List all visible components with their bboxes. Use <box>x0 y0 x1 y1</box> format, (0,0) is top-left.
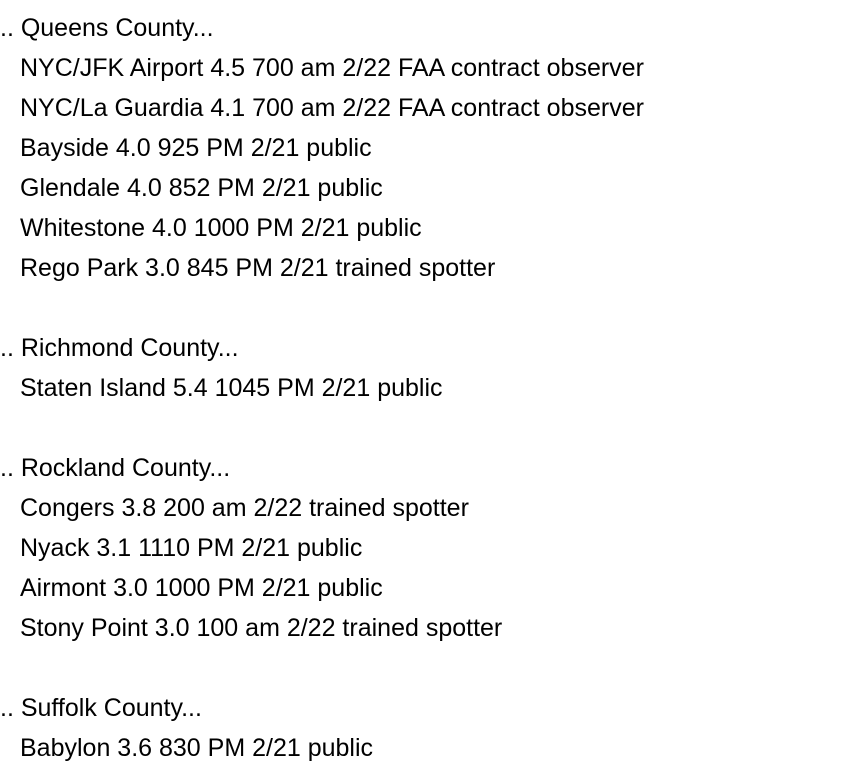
snowfall-entry: Bayside 4.0 925 PM 2/21 public <box>20 134 372 162</box>
county-header: .. Suffolk County... <box>0 694 202 722</box>
county-section <box>0 328 868 408</box>
snowfall-entry: Stony Point 3.0 100 am 2/22 trained spotter <box>20 614 503 642</box>
snowfall-entry: NYC/JFK Airport 4.5 700 am 2/22 FAA contract observer <box>20 54 644 82</box>
section-spacer <box>0 288 868 328</box>
section-spacer <box>0 408 868 448</box>
snowfall-entry: Airmont 3.0 1000 PM 2/21 public <box>20 574 383 602</box>
county-header: .. Queens County... <box>0 14 214 42</box>
county-section <box>0 448 868 648</box>
snowfall-entry: Whitestone 4.0 1000 PM 2/21 public <box>20 214 422 242</box>
county-section <box>0 8 868 288</box>
county-header: .. Rockland County... <box>0 454 231 482</box>
snowfall-entry: NYC/La Guardia 4.1 700 am 2/22 FAA contract observer <box>20 94 644 122</box>
snowfall-entry: Staten Island 5.4 1045 PM 2/21 public <box>20 374 443 402</box>
county-header: .. Richmond County... <box>0 334 239 362</box>
snowfall-entry: Nyack 3.1 1110 PM 2/21 public <box>20 534 363 562</box>
snowfall-entry: Congers 3.8 200 am 2/22 trained spotter <box>20 494 469 522</box>
snowfall-entry: Rego Park 3.0 845 PM 2/21 trained spotter <box>20 254 496 282</box>
county-section <box>0 688 868 768</box>
section-spacer <box>0 648 868 688</box>
snowfall-entry: Glendale 4.0 852 PM 2/21 public <box>20 174 383 202</box>
snowfall-entry: Babylon 3.6 830 PM 2/21 public <box>20 734 374 762</box>
